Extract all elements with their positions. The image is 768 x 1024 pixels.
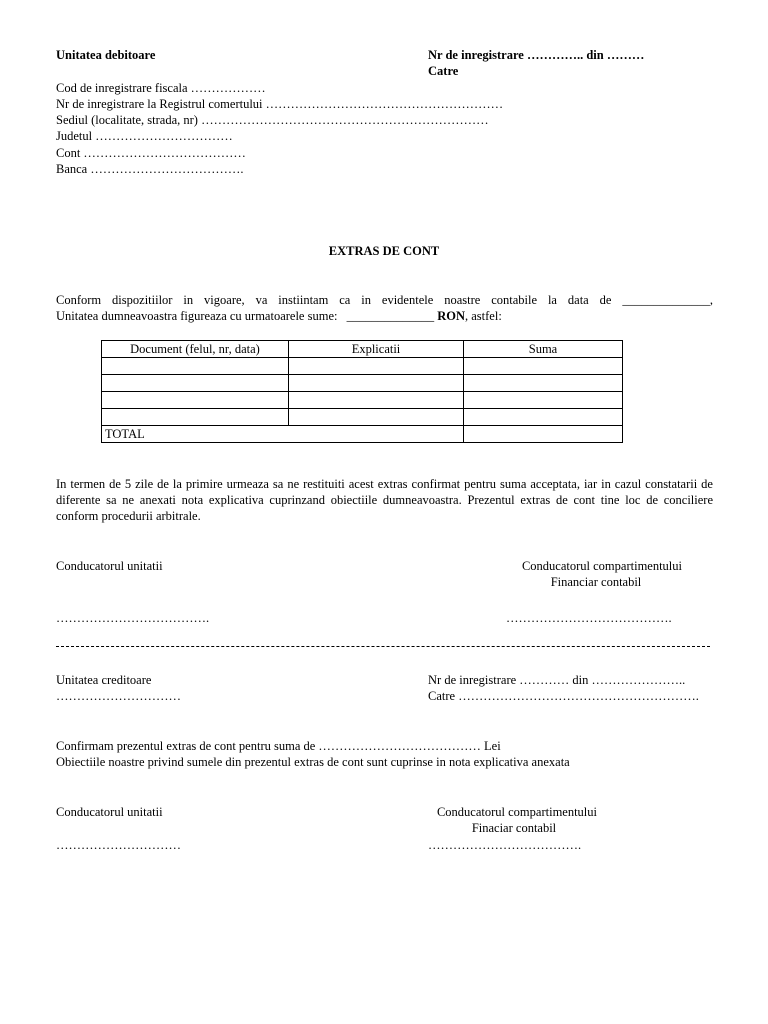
- amount-blank: ______________: [346, 309, 435, 323]
- table-cell[interactable]: [289, 392, 464, 409]
- table-total-row: [102, 426, 623, 443]
- signature-right-title-1: Conducatorul compartimentului: [521, 559, 683, 573]
- table-row: [102, 375, 623, 392]
- creditor-dots: …………………………: [56, 689, 181, 703]
- statement-table: [101, 340, 623, 443]
- creditor-heading: Unitatea creditoare: [56, 673, 152, 687]
- confirmation-line-2: Obiectiile noastre privind sumele din prezentul extras de cont sunt cuprinse in nota explicativa anexata: [56, 755, 570, 769]
- table-cell[interactable]: [464, 409, 623, 426]
- table-cell[interactable]: [464, 375, 623, 392]
- table-cell[interactable]: [289, 409, 464, 426]
- column-amount: Suma: [464, 341, 623, 358]
- intro-line-2-suffix: , astfel:: [465, 309, 502, 323]
- recipient-label: Catre: [428, 64, 459, 78]
- confirmation-line-1: Confirmam prezentul extras de cont pentru suma de ………………………………… Lei: [56, 739, 501, 753]
- county-field: Judetul ……………………………: [56, 129, 233, 143]
- creditor-registration-field: Nr de inregistrare ………… din …………………..: [428, 673, 686, 687]
- bank-field: Banca ……………………………….: [56, 162, 244, 176]
- signature-bottom-left-line: …………………………: [56, 838, 181, 852]
- notice-paragraph: In termen de 5 zile de la primire urmeaza sa ne restituiti acest extras confirmat pentru suma acceptata, iar in cazul constatarii de diferente sa ne anexati nota explicativa cuprinzand obiectiile dumneavoastra. Prezentul extras de cont tine loc de conciliere conform procedurii arbitrale.: [56, 477, 713, 523]
- creditor-recipient-field: Catre ………………………………………………….: [428, 689, 699, 703]
- intro-line-2: [56, 308, 502, 324]
- table-row: [102, 409, 623, 426]
- column-explanations: Explicatii: [289, 341, 464, 358]
- signature-left-line: ……………………………….: [56, 611, 210, 625]
- table-header-row: [102, 341, 623, 358]
- trade-register-field: Nr de inregistrare la Registrul comertului …………………………………………………: [56, 97, 504, 111]
- intro-line-1: Conform dispozitiilor in vigoare, va instiintam ca in evidentele noastre contabile la data de ______________,: [56, 293, 713, 307]
- signature-right-title-2: Financiar contabil: [550, 575, 642, 589]
- document-title: EXTRAS DE CONT: [328, 244, 440, 258]
- table-row: [102, 358, 623, 375]
- fiscal-code-field: Cod de inregistrare fiscala ………………: [56, 81, 266, 95]
- signature-bottom-right-line: ……………………………….: [428, 838, 582, 852]
- table-row: [102, 392, 623, 409]
- table-cell[interactable]: [102, 375, 289, 392]
- table-cell[interactable]: [464, 358, 623, 375]
- account-field: Cont …………………………………: [56, 146, 246, 160]
- column-document: Document (felul, nr, data): [102, 341, 289, 358]
- address-field: Sediul (localitate, strada, nr) ……………………………………………………………: [56, 113, 489, 127]
- intro-line-2-prefix: Unitatea dumneavoastra figureaza cu urmatoarele sume:: [56, 309, 338, 323]
- table-cell[interactable]: [289, 358, 464, 375]
- signature-bottom-left-title: Conducatorul unitatii: [56, 805, 163, 819]
- table-cell[interactable]: [102, 392, 289, 409]
- table-cell[interactable]: [102, 409, 289, 426]
- table-cell[interactable]: [464, 392, 623, 409]
- total-label: TOTAL: [102, 426, 464, 443]
- debtor-heading: Unitatea debitoare: [56, 48, 156, 62]
- table-cell[interactable]: [102, 358, 289, 375]
- total-value-cell[interactable]: [464, 426, 623, 443]
- registration-number-field: Nr de inregistrare ………….. din ………: [428, 48, 645, 62]
- currency-label: RON: [437, 309, 465, 323]
- signature-left-title: Conducatorul unitatii: [56, 559, 163, 573]
- signature-bottom-right-title-2: Finaciar contabil: [471, 821, 557, 835]
- signature-bottom-right-title-1: Conducatorul compartimentului: [436, 805, 598, 819]
- table-cell[interactable]: [289, 375, 464, 392]
- cut-line-divider: [56, 646, 710, 647]
- signature-right-line: ………………………………….: [506, 611, 672, 625]
